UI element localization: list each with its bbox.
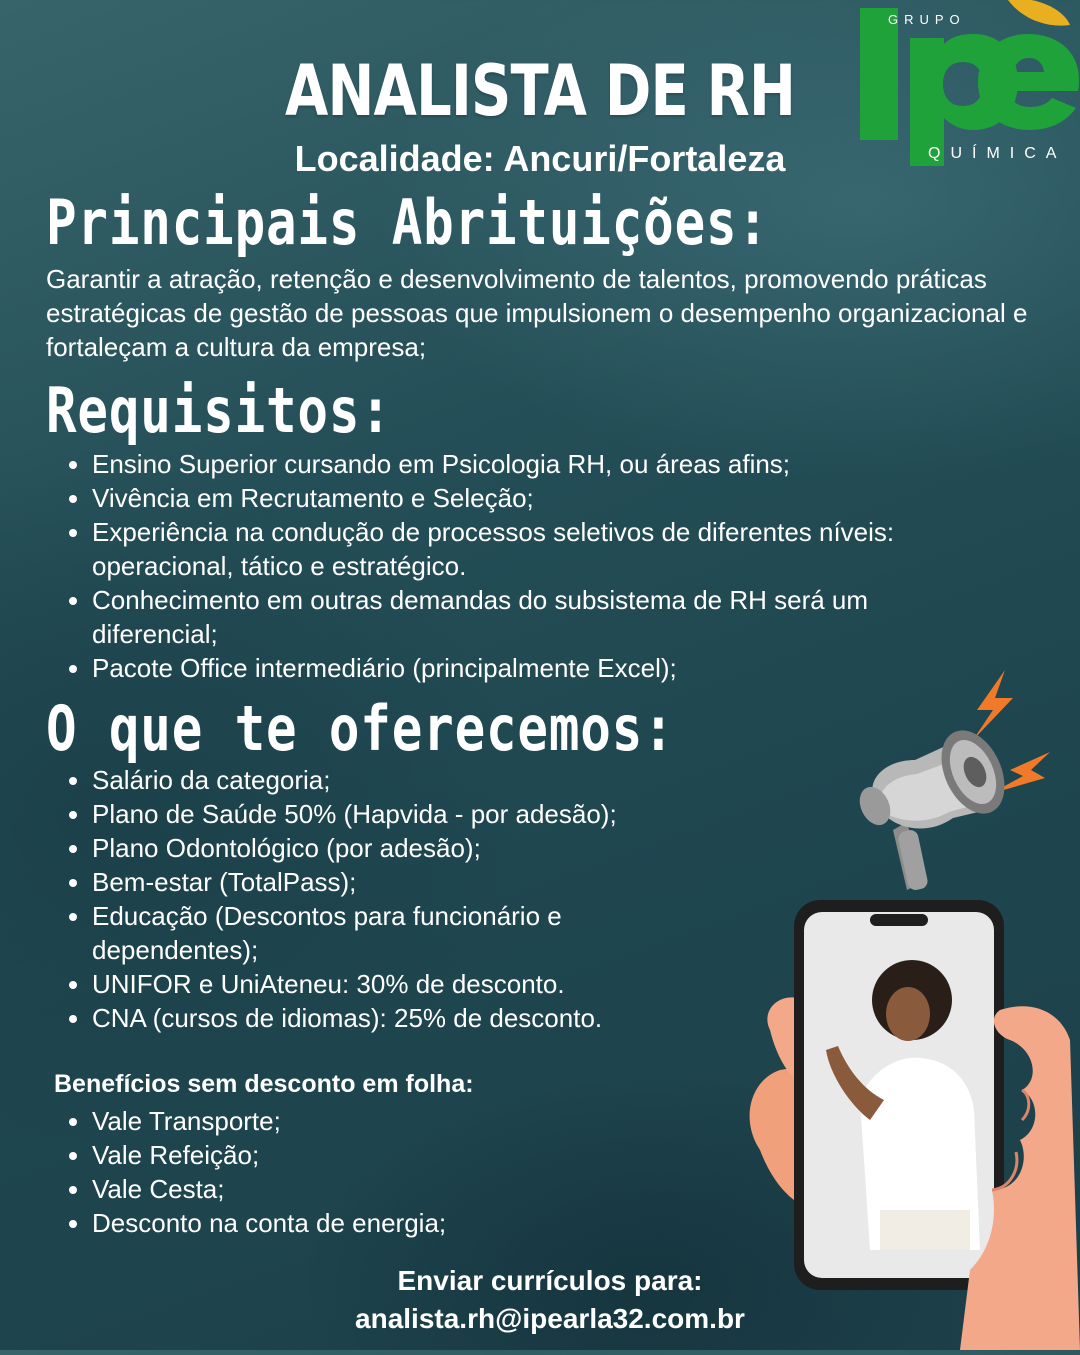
list-item: • Vivência em Recrutamento e Seleção; bbox=[92, 481, 972, 515]
list-item: • UNIFOR e UniAteneu: 30% de desconto. bbox=[92, 967, 712, 1001]
list-item: • CNA (cursos de idiomas): 25% de desconto. bbox=[92, 1001, 712, 1035]
benefits-list bbox=[64, 1104, 692, 1240]
attributions-heading: Principais Abrituições: bbox=[46, 186, 769, 259]
attributions-text: Garantir a atração, retenção e desenvolvimento de talentos, promovendo práticas estratégicas de gestão de pessoas que impulsionem o desempenho organizacional e fortaleçam a cultura da empresa; bbox=[46, 264, 1028, 362]
list-item: • Conhecimento em outras demandas do subsistema de RH será um diferencial; bbox=[92, 583, 972, 651]
job-title: ANALISTA DE RH bbox=[284, 50, 796, 132]
logo-grupo-text: GRUPO bbox=[888, 12, 966, 27]
megaphone-icon bbox=[845, 660, 1065, 900]
list-item: • Vale Transporte; bbox=[92, 1104, 692, 1138]
list-item: • Educação (Descontos para funcionário e dependentes); bbox=[92, 899, 712, 967]
list-item: • Vale Refeição; bbox=[92, 1138, 692, 1172]
offer-list bbox=[64, 763, 712, 1035]
list-item: • Desconto na conta de energia; bbox=[92, 1206, 692, 1240]
list-item: • Experiência na condução de processos seletivos de diferentes níveis: operacional, tático e estratégico. bbox=[92, 515, 972, 583]
list-item: • Bem-estar (TotalPass); bbox=[92, 865, 712, 899]
benefits-heading: Benefícios sem desconto em folha: bbox=[54, 1070, 474, 1098]
cta-label: Enviar currículos para: bbox=[397, 1265, 703, 1296]
requirements-list bbox=[64, 447, 972, 685]
requirements-heading: Requisitos: bbox=[46, 374, 392, 447]
list-item: • Ensino Superior cursando em Psicologia RH, ou áreas afins; bbox=[92, 447, 972, 481]
list-item: • Plano Odontológico (por adesão); bbox=[92, 831, 712, 865]
list-item: • Salário da categoria; bbox=[92, 763, 712, 797]
list-item: • Plano de Saúde 50% (Hapvida - por adesão); bbox=[92, 797, 712, 831]
list-item: • Vale Cesta; bbox=[92, 1172, 692, 1206]
phone-in-hand-illustration bbox=[730, 890, 1080, 1350]
list-item: • Pacote Office intermediário (principalmente Excel); bbox=[92, 651, 972, 685]
job-location: Localidade: Ancuri/Fortaleza bbox=[294, 138, 786, 179]
contact-email[interactable]: analista.rh@ipearla32.com.br bbox=[355, 1303, 745, 1334]
logo-quimica-text: QUÍMICA bbox=[928, 145, 1067, 162]
offer-heading: O que te oferecemos: bbox=[46, 692, 675, 765]
